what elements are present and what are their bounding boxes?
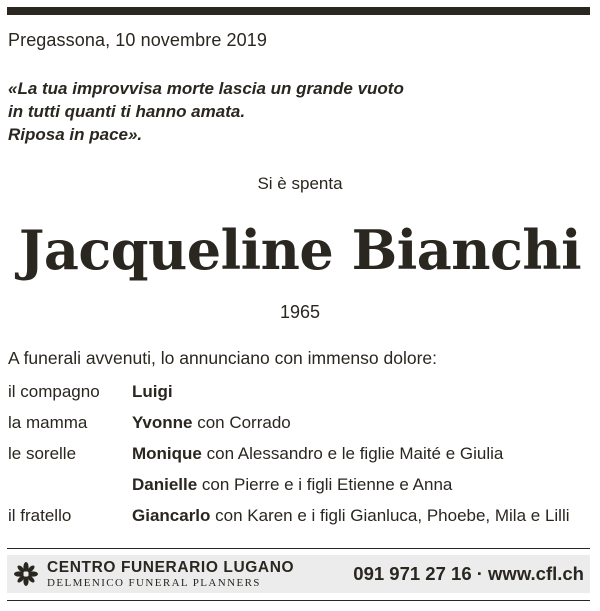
place-date: Pregassona, 10 novembre 2019 [8,30,267,50]
announcement: A funerali avvenuti, lo annunciano con immenso dolore: [8,348,438,368]
family-row [8,471,598,502]
flower-logo-icon [13,561,39,587]
quote [8,77,568,146]
family-member-detail: con Pierre e i figli Etienne e Anna [197,475,453,494]
quote-line: in tutti quanti ti hanno amata. [8,102,246,121]
family-relation: la mamma [8,413,88,432]
quote-line: Riposa in pace». [8,125,143,144]
intro-text: Si è spenta [257,174,343,193]
funeral-home-contact: 091 971 27 16 · www.cfl.ch [353,563,584,584]
funeral-home-subtitle: DELMENICO FUNERAL PLANNERS [47,577,261,589]
family-relation: il fratello [8,506,72,525]
quote-line: «La tua improvvisa morte lascia un grande vuoto [8,79,404,98]
family-row [8,502,598,533]
family-row [8,440,598,471]
family-member-detail: con Corrado [192,413,291,432]
family-member-name: Danielle [132,475,198,494]
footer-divider-top [7,548,590,549]
deceased-name: Jacqueline Bianchi [18,218,582,282]
funeral-home-name: CENTRO FUNERARIO LUGANO [47,559,295,576]
birth-year: 1965 [279,302,321,322]
family-member-detail: con Alessandro e le figlie Maité e Giulia [201,444,504,463]
family-row [8,378,598,409]
family-row [8,409,598,440]
family-member-detail: con Karen e i figli Gianluca, Phoebe, Mila e Lilli [210,506,570,525]
footer-divider-bottom [7,600,590,601]
family-list [8,378,598,533]
family-member-name: Luigi [132,382,173,401]
family-member-name: Monique [132,444,202,463]
family-member-name: Yvonne [132,413,193,432]
top-rule [7,7,590,15]
family-relation: le sorelle [8,444,77,463]
funeral-home-banner [7,555,590,593]
family-member-name: Giancarlo [132,506,211,525]
family-relation: il compagno [8,382,100,401]
